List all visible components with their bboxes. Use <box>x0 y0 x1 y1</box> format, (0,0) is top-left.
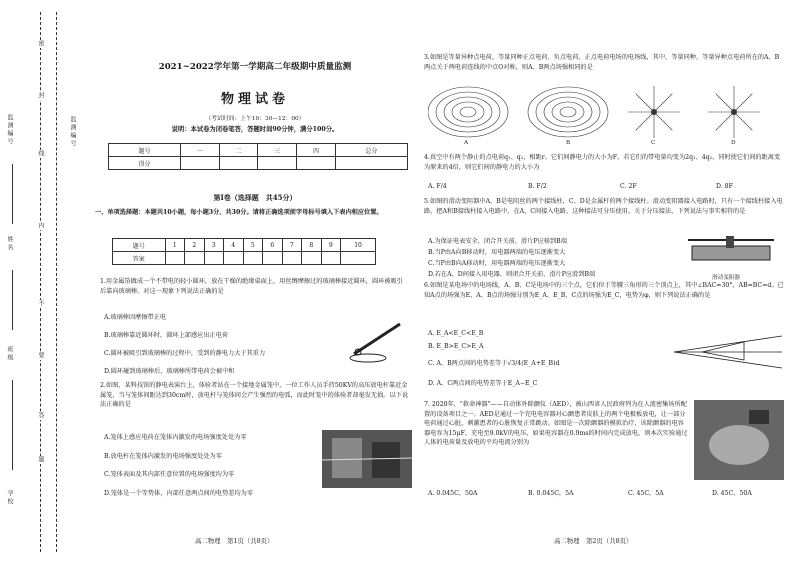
answer-table <box>112 238 376 265</box>
q7-option-a[interactable]: A. 0.045C，50A <box>428 490 478 497</box>
q3-label-c: C <box>651 140 656 146</box>
q4-option-a[interactable]: A. F/4 <box>428 183 447 190</box>
seal-word: 答 <box>37 412 44 420</box>
score-input-cell[interactable] <box>258 157 297 170</box>
q2-photo <box>322 430 412 488</box>
score-table <box>108 143 408 170</box>
q3-label-b: B <box>566 140 571 146</box>
q4-option-b[interactable]: B. F/2 <box>528 183 547 190</box>
answer-number-cell: 6 <box>263 239 283 252</box>
q5-option-b[interactable]: B.当P由A向B移动时，用电器两端的电压逐渐变大 <box>428 249 566 256</box>
exam-number-label-right: 监测编号 <box>69 116 76 148</box>
seal-word: 封 <box>37 92 44 100</box>
seal-word: 题 <box>37 456 44 464</box>
q1-option-c[interactable]: C.圆环被吸引到玻璃棒的过程中，受到的静电力大于其重力 <box>104 350 266 357</box>
seal-word: 内 <box>37 222 44 230</box>
name-label: 姓名 <box>6 236 13 252</box>
answer-number-cell: 1 <box>165 239 185 252</box>
seal-word: 不 <box>37 300 44 308</box>
answer-number-cell: 5 <box>243 239 263 252</box>
q2-option-c[interactable]: C.笼体表面及其内部任意位置的电场强度均为零 <box>104 471 235 478</box>
question-5-stem: 5.如图的滑动变阻器中A、B是电阻丝的两个接线柱，C、D是金属杆的两个接线柱。滑动变阻器接入电路时，只有一个接线柱接入电路，把A和B接线柱接入电路中，在A、C间接入电路，这种接法可分压使用。关于分压接法，下列说法与事实相符的是 <box>424 198 783 215</box>
binding-strip <box>0 0 84 561</box>
section1-instructions: 一、单项选择题：本题共10小题，每小题3分，共30分。请将正确选项前字母标号填入下表内相应位置。 <box>95 209 383 216</box>
q7-option-c[interactable]: C. 45C，5A <box>628 490 664 497</box>
q3-label-a: A <box>464 140 469 146</box>
page-1-footer: 高二物理 第1页（共8页） <box>195 537 274 545</box>
answer-input-cell[interactable] <box>185 252 205 265</box>
q5-option-a[interactable]: A.为保证电表安全，闭合开关前，滑片P应移到B端 <box>428 238 567 245</box>
q4-option-d[interactable]: D. 8F <box>716 183 733 190</box>
score-table-header-row <box>109 144 408 157</box>
question-6-stem: 6.如图是某电场中的电场线，A、B、C是电场中的三个点，它们位于等腰三角形的三个顶点上，其中∠BAC=30°，AB=BC=d。已知A点的场强为E，A、B点的场强分别为E_A、E_B，C点的场强为E_C，电势为φ，则下列说法正确的是 <box>424 282 784 299</box>
field-line-diagram <box>428 87 508 137</box>
score-cell: 总分 <box>336 144 408 157</box>
q2-option-b[interactable]: B.放电杆在笼体内激发的电场强度处处为零 <box>104 453 222 460</box>
answer-number-cell: 3 <box>204 239 224 252</box>
part1-title: 第Ⅰ卷（选择题 共45分） <box>213 193 297 202</box>
q5-option-c[interactable]: C.当P由B向A移动时，用电器两端的电压逐渐变大 <box>428 260 566 267</box>
answer-input-cell[interactable] <box>243 252 263 265</box>
answer-input-cell[interactable] <box>224 252 244 265</box>
exam-title: 2021~2022学年第一学期高二年级期中质量监测 <box>158 62 352 72</box>
q6-option-d[interactable]: D. A、C两点间的电势差等于E_A−E_C <box>428 380 538 387</box>
subject-title: 物理试卷 <box>220 92 289 107</box>
score-input-cell[interactable] <box>219 157 258 170</box>
q1-option-a[interactable]: A.玻璃棒因摩擦带正电 <box>104 314 167 321</box>
field-line-diagram <box>628 86 680 138</box>
score-table-score-row <box>109 157 408 170</box>
answer-input-cell[interactable] <box>341 252 376 265</box>
answer-header-cell: 答案 <box>113 252 166 265</box>
score-cell: 一 <box>180 144 219 157</box>
q2-option-a[interactable]: A.笼体上感应电荷在笼体内激发的电场强度处处为零 <box>104 434 247 441</box>
answer-input-cell[interactable] <box>263 252 283 265</box>
question-7-stem: 7. 2020年，"救命神器"——自动体外除颤仪（AED），被山西省人民政府列为在人流密集场所配置的设备项目之一。AED是通过一个充电电容器对心颤患者皮肤上的两个电极板放电，让一部分电荷通过心脏，刺激患者的心脏恢复正常跳动。如图是一次除颤器的模拟治疗，该除颤器的电容器电容为15μF，充电至9.0kV的电压，如果电容器在0.9ms的时间内完成放电，则本次实验通过人体的电荷量及放电的平均电流分别为 <box>424 401 688 447</box>
answer-number-cell: 10 <box>341 239 376 252</box>
q5-option-d[interactable]: D.若在A、D间接入用电器，则闭合开关前，滑片P应滑到B端 <box>428 271 596 278</box>
question-1-stem: 1.用金属箔做成一个不带电的轻小圆环，放在干燥的绝缘桌面上，用丝绸摩擦过的玻璃棒接近圆环，圆环被吸引后靠向玻璃棒。对这一现象下列说法正确的是 <box>100 278 403 295</box>
q5-figure-label: 滑动变阻器 <box>712 275 740 281</box>
answer-input-cell[interactable] <box>165 252 185 265</box>
q1-figure <box>340 318 410 364</box>
score-cell: 三 <box>258 144 297 157</box>
answer-input-cell[interactable] <box>302 252 322 265</box>
exam-note: 说明：本试卷为闭卷笔答，答题时间90分钟，满分100分。 <box>171 126 339 133</box>
score-cell: 题号 <box>109 144 181 157</box>
q6-option-b[interactable]: B. E_B>E_C>E_A <box>428 343 484 350</box>
score-cell: 二 <box>219 144 258 157</box>
exam-time: （考试时间：上午10：30—12：00） <box>205 116 305 122</box>
q7-option-d[interactable]: D. 45C，50A <box>712 490 752 497</box>
class-label: 班级 <box>6 346 13 362</box>
seal-word: 密 <box>37 40 44 48</box>
field-line-diagram <box>708 86 760 138</box>
q3-field-line-figures <box>428 82 788 148</box>
question-4-stem: 4.真空中有两个静止的点电荷q₁、q₂，相距r。它们间静电力的大小为F。若它们的带电量均变为2q₁、4q₂，同时使它们间的距离变为原来的4倍，则它们间的静电力的大小为 <box>424 154 781 171</box>
q1-option-d[interactable]: D.圆环碰到玻璃棒后，玻璃棒所带电荷会被中和 <box>104 368 235 375</box>
q6-option-a[interactable]: A. E_A<E_C<E_B <box>428 330 484 337</box>
answer-number-cell: 8 <box>302 239 322 252</box>
q6-option-c[interactable]: C. A、B两点间的电势差等于√3/4(E_A+E_B)d <box>428 360 560 367</box>
q4-option-c[interactable]: C. 2F <box>620 183 637 190</box>
answer-input-cell[interactable] <box>204 252 224 265</box>
school-label: 学校 <box>6 490 13 506</box>
seal-line <box>56 12 57 552</box>
answer-number-cell: 2 <box>185 239 205 252</box>
score-input-cell[interactable] <box>297 157 336 170</box>
score-input-cell[interactable] <box>180 157 219 170</box>
seal-word: 线 <box>37 150 44 158</box>
answer-number-cell: 7 <box>282 239 302 252</box>
q7-option-b[interactable]: B. 0.045C，5A <box>528 490 574 497</box>
q6-field-figure <box>672 330 784 374</box>
answer-header-cell: 题号 <box>113 239 166 252</box>
answer-number-cell: 9 <box>321 239 341 252</box>
score-cell: 得分 <box>109 157 181 170</box>
exam-number-label: 监测编号 <box>6 114 13 146</box>
page-2-footer: 高二物理 第2页（共8页） <box>554 537 633 545</box>
score-cell: 四 <box>297 144 336 157</box>
answer-number-cell: 4 <box>224 239 244 252</box>
score-input-cell[interactable] <box>336 157 408 170</box>
q2-option-d[interactable]: D.笼体是一个等势体，内部任意两点间的电势差均为零 <box>104 490 254 497</box>
question-3-stem: 3.如图是等量异种点电荷、等量同种正点电荷、负点电荷、正点电荷电场的电场线，其中，等量同种、等量异种点电荷所在的A、B两点关于两电荷连线的中点O对称，则A、B两点场强相同的是 <box>424 54 780 71</box>
seal-word: 要 <box>37 352 44 360</box>
q1-option-b[interactable]: B.玻璃棒靠近圆环时，圆环上部感应出正电荷 <box>104 332 229 339</box>
q3-label-d: D <box>731 140 736 146</box>
field-line-diagram <box>528 87 608 137</box>
q5-rheostat-figure <box>682 232 780 272</box>
question-2-stem: 2.如图，某科技馆的静电表演台上，体验者站在一个接地金属笼中，一位工作人员手持50KV的高压放电杆靠近金属笼，当与笼体间距达到30cm时，放电杆与笼体间会产生强烈的电弧，而此时笼中的体验者却毫发无损。以下说法正确的是 <box>100 382 409 409</box>
answer-table-answer-row <box>113 252 376 265</box>
answer-input-cell[interactable] <box>282 252 302 265</box>
q7-aed-photo <box>694 400 784 480</box>
answer-input-cell[interactable] <box>321 252 341 265</box>
answer-table-header-row <box>113 239 376 252</box>
